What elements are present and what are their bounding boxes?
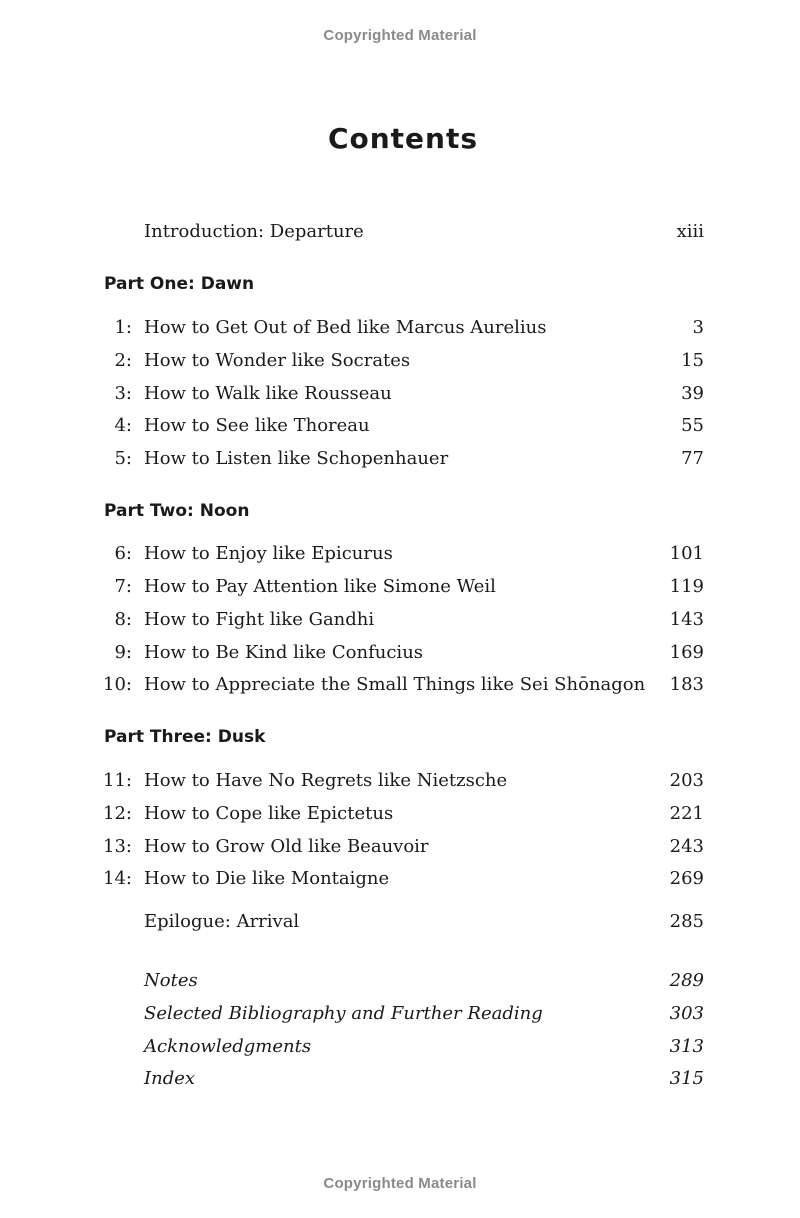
toc-entry-chapter[interactable] (0, 865, 800, 893)
toc-entry-page: 101 (669, 543, 704, 564)
toc-entry-page: 55 (681, 415, 704, 436)
toc-entry-label: Epilogue: Arrival (144, 911, 300, 932)
toc-entry-page: 285 (669, 911, 704, 932)
chapter-number: 6: (114, 543, 132, 564)
toc-entry-chapter[interactable] (0, 833, 800, 861)
toc-entry-label: Index (144, 1068, 196, 1089)
toc-entry-label: How to Have No Regrets like Nietzsche (144, 770, 508, 791)
chapter-number: 4: (114, 415, 132, 436)
toc-entry-back-matter[interactable] (0, 1065, 800, 1093)
toc-entry-label: How to Appreciate the Small Things like Sei Shōnagon (144, 674, 646, 695)
toc-entry-label: How to Be Kind like Confucius (144, 642, 424, 663)
part-heading: Part One: Dawn (104, 274, 255, 294)
toc-entry-label: How to Enjoy like Epicurus (144, 543, 393, 564)
part-heading: Part Three: Dusk (104, 727, 266, 747)
toc-entry-epilogue[interactable] (0, 908, 800, 936)
toc-entry-label: How to Listen like Schopenhauer (144, 448, 449, 469)
toc-entry-label: Introduction: Departure (144, 221, 364, 242)
toc-entry-page: 289 (669, 970, 704, 991)
toc-entry-page: 313 (669, 1036, 704, 1057)
copyright-header: Copyrighted Material (323, 27, 477, 44)
chapter-number: 12: (103, 803, 132, 824)
chapter-number: 8: (114, 609, 132, 630)
toc-entry-chapter[interactable] (0, 800, 800, 828)
toc-entry-chapter[interactable] (0, 767, 800, 795)
toc-entry-chapter[interactable] (0, 540, 800, 568)
chapter-number: 7: (114, 576, 132, 597)
toc-entry-back-matter[interactable] (0, 967, 800, 995)
toc-entry-page: 315 (669, 1068, 704, 1089)
toc-entry-page: 269 (669, 868, 704, 889)
chapter-number: 1: (114, 317, 132, 338)
part-heading: Part Two: Noon (104, 501, 250, 521)
toc-entry-chapter[interactable] (0, 606, 800, 634)
chapter-number: 13: (103, 836, 132, 857)
chapter-number: 9: (114, 642, 132, 663)
toc-entry-page: 169 (669, 642, 704, 663)
toc-entry-chapter[interactable] (0, 380, 800, 408)
chapter-number: 11: (103, 770, 132, 791)
toc-entry-label: How to Cope like Epictetus (144, 803, 394, 824)
toc-entry-label: How to See like Thoreau (144, 415, 370, 436)
toc-entry-chapter[interactable] (0, 314, 800, 342)
toc-entry-label: How to Walk like Rousseau (144, 383, 392, 404)
chapter-number: 14: (103, 868, 132, 889)
toc-entry-label: How to Wonder like Socrates (144, 350, 411, 371)
toc-entry-page: 203 (669, 770, 704, 791)
toc-entry-page: 183 (669, 674, 704, 695)
toc-entry-chapter[interactable] (0, 412, 800, 440)
toc-entry-page: 221 (669, 803, 704, 824)
toc-entry-label: How to Get Out of Bed like Marcus Aurelius (144, 317, 547, 338)
chapter-number: 5: (114, 448, 132, 469)
toc-entry-label: Selected Bibliography and Further Reading (144, 1003, 543, 1024)
toc-entry-page: 3 (692, 317, 704, 338)
toc-entry-label: Notes (144, 970, 198, 991)
toc-entry-back-matter[interactable] (0, 1033, 800, 1061)
toc-entry-back-matter[interactable] (0, 1000, 800, 1028)
toc-entry-label: How to Pay Attention like Simone Weil (144, 576, 496, 597)
toc-entry-page: 77 (681, 448, 704, 469)
toc-entry-page: 143 (669, 609, 704, 630)
toc-entry-introduction[interactable] (0, 218, 800, 246)
toc-entry-label: How to Fight like Gandhi (144, 609, 375, 630)
toc-entry-chapter[interactable] (0, 445, 800, 473)
toc-entry-page: 39 (681, 383, 704, 404)
toc-entry-chapter[interactable] (0, 347, 800, 375)
toc-entry-chapter[interactable] (0, 573, 800, 601)
chapter-number: 3: (114, 383, 132, 404)
toc-entry-page: 119 (669, 576, 704, 597)
toc-entry-page: 303 (669, 1003, 704, 1024)
toc-entry-label: Acknowledgments (144, 1036, 312, 1057)
toc-entry-chapter[interactable] (0, 639, 800, 667)
toc-entry-label: How to Grow Old like Beauvoir (144, 836, 429, 857)
toc-entry-page: xiii (676, 221, 704, 242)
toc-entry-page: 15 (681, 350, 704, 371)
page-title: Contents (327, 122, 479, 155)
toc-entry-label: How to Die like Montaigne (144, 868, 390, 889)
chapter-number: 10: (103, 674, 132, 695)
copyright-footer: Copyrighted Material (323, 1175, 477, 1192)
toc-entry-page: 243 (669, 836, 704, 857)
chapter-number: 2: (114, 350, 132, 371)
toc-entry-chapter[interactable] (0, 671, 800, 699)
